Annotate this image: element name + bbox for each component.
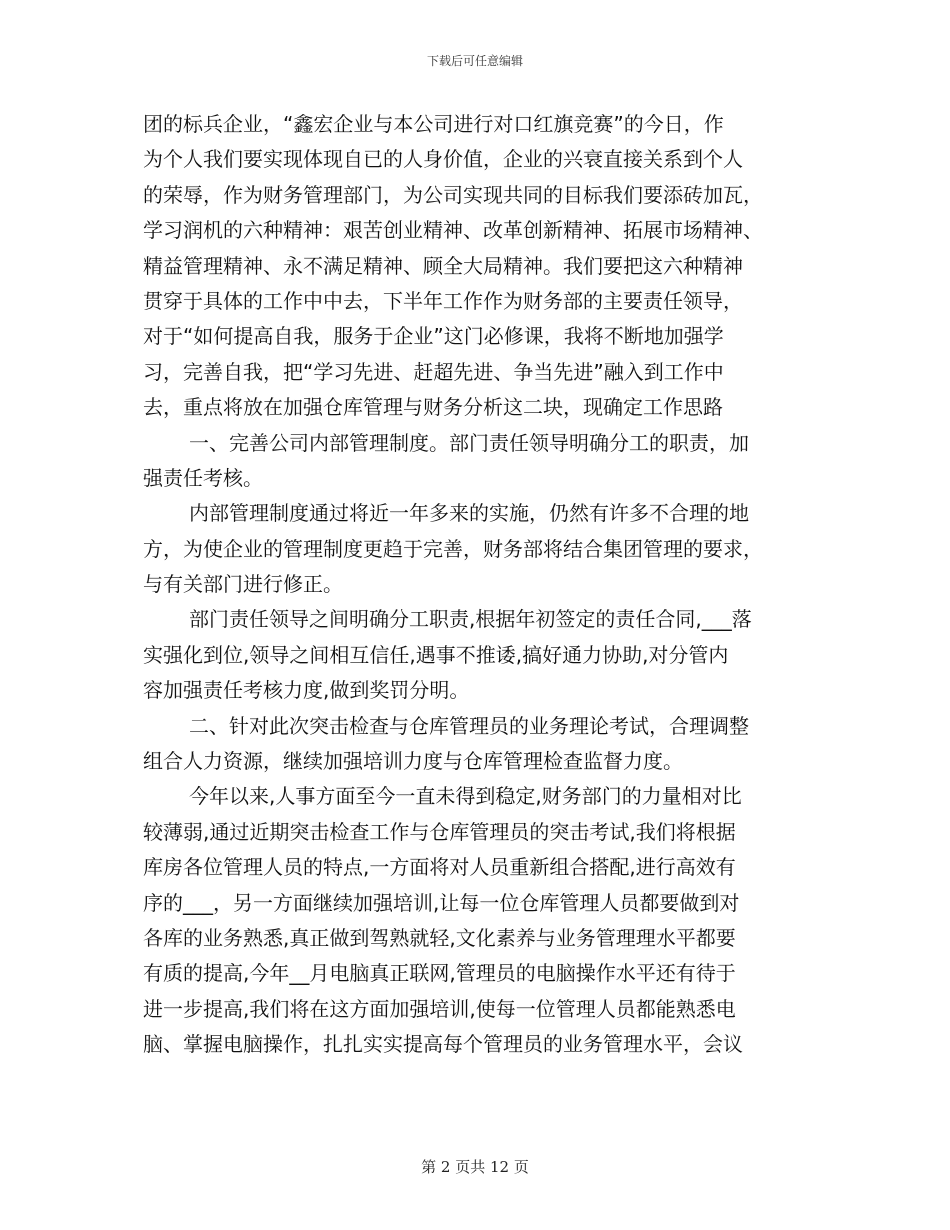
text-line: 脑、掌握电脑操作，扎扎实实提高每个管理员的业务管理水平，会议 [143, 1032, 743, 1057]
text-line: 有质的提高,今年__月电脑真正联网,管理员的电脑操作水平还有待于 [143, 961, 736, 986]
text-line: 库房各位管理人员的特点,一方面将对人员重新组合搭配,进行高效有 [143, 855, 736, 880]
document-body [143, 107, 811, 1063]
text-line: 对于“如何提高自我，服务于企业”这门必修课，我将不断地加强学 [143, 324, 724, 349]
text-line: 方，为使企业的管理制度更趋于完善，财务部将结合集团管理的要求， [143, 536, 763, 561]
text-line: 精益管理精神、永不满足精神、顾全大局精神。我们要把这六种精神 [143, 253, 743, 278]
text-line: 学习润机的六种精神：艰苦创业精神、改革创新精神、拓展市场精神、 [143, 218, 763, 243]
text-line: 组合人力资源，继续加强培训力度与仓库管理检查监督力度。 [143, 749, 683, 774]
text-line: 二、针对此次突击检查与仓库管理员的业务理论考试，合理调整 [189, 713, 749, 738]
text-line: 今年以来,人事方面至今一直未得到稳定,财务部门的力量相对比 [189, 784, 742, 809]
text-line: 一、完善公司内部管理制度。部门责任领导明确分工的职责，加 [189, 430, 749, 455]
text-line: 内部管理制度通过将近一年多来的实施，仍然有许多不合理的地 [189, 501, 749, 526]
page-footer: 第 2 页共 12 页 [421, 1158, 529, 1176]
text-line: 贯穿于具体的工作中中去，下半年工作作为财务部的主要责任领导， [143, 288, 743, 313]
text-line: 各库的业务熟悉,真正做到驾熟就轻,文化素养与业务管理理水平都要 [143, 925, 736, 950]
text-line: 团的标兵企业，“鑫宏企业与本公司进行对口红旗竞赛”的今日，作 [143, 112, 724, 136]
text-line: 习，完善自我，把“学习先进、赶超先进、争当先进”融入到工作中 [143, 359, 724, 384]
text-line: 实强化到位,领导之间相互信任,遇事不推诿,搞好通力协助,对分管内 [143, 642, 729, 667]
text-line: 去，重点将放在加强仓库管理与财务分析这二块，现确定工作思路 [143, 395, 723, 420]
text-line: 为个人我们要实现体现自已的人身价值，企业的兴衰直接关系到个人 [143, 147, 743, 172]
text-line: 进一步提高,我们将在这方面加强培训,使每一位管理人员都能熟悉电 [143, 996, 736, 1021]
text-line: 部门责任领导之间明确分工职责,根据年初签定的责任合同,___落 [189, 607, 752, 632]
text-line: 容加强责任考核力度,做到奖罚分明。 [143, 678, 470, 703]
text-line: 序的___，另一方面继续加强培训,让每一位仓库管理人员都要做到对 [143, 890, 740, 915]
text-line: 与有关部门进行修正。 [143, 572, 343, 597]
text-line: 强责任考核。 [143, 465, 263, 490]
text-line: 较薄弱,通过近期突击检查工作与仓库管理员的突击考试,我们将根据 [143, 819, 736, 844]
text-line: 的荣辱，作为财务管理部门，为公司实现共同的目标我们要添砖加瓦， [143, 182, 763, 207]
page-header: 下载后可任意编辑 [426, 54, 523, 68]
